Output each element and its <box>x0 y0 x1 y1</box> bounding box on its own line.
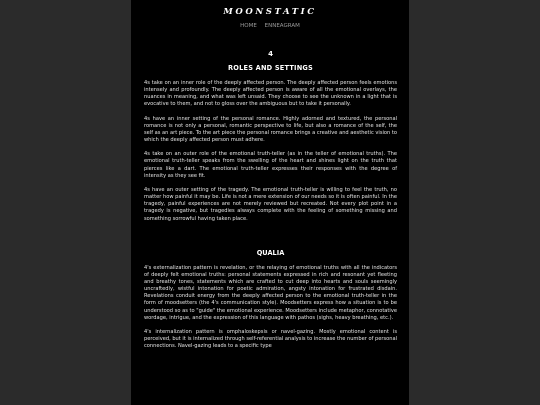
section-heading-qualia: QUALIA <box>256 248 285 257</box>
roles-section <box>131 50 397 350</box>
nav-link-enneagram[interactable]: ENNEAGRAM <box>264 23 300 29</box>
page-content <box>131 0 409 405</box>
paragraph: 4's internalization pattern is omphaloskepsis or navel-gazing. Mostly emotional content is perceived, but it is internalized through self-referential analysis to increase the number of personal connections. Navel-gazing leads to a specific type <box>144 328 397 350</box>
section-heading-roles: ROLES AND SETTINGS <box>228 64 313 72</box>
site-header <box>131 0 409 29</box>
paragraph: 4s take on an outer role of the emotional truth-teller (as in the teller of emotional truths). The emotional truth-teller speaks from the swelling of the heart and shines light on the truth that pierces like a dart. The emotional truth-teller expresses their responses with the degree of intensity as they see fit. <box>144 151 397 179</box>
site-title[interactable]: MOONSTATIC <box>223 7 317 17</box>
paragraph: 4's externalization pattern is revelation, or the relaying of emotional truths with all the indicators of deeply felt emotional truths: personal statements expressed in rich and resonant yet fleeting and breathy tones, statements which are crafted to cut deep into hearts and souls seemingly uncraftedly, wistful intonation for poetic admiration, angsty intonation for frustrated disdain. Revelations conduit energy from the deeply affected person to the emotional truth-teller in the form of moodsetters (the 4's communication style). Moodsetters express how a situation is to be understood so as to "guide" the emotional experience. Moodsetters include metaphor, connotative wordage, intrigue, and the expression of this language with pathos (sighs, heavy breathing, etc.). <box>144 264 397 321</box>
paragraph: 4s have an outer setting of the tragedy. The emotional truth-teller is willing to feel the truth, no matter how painful it may be. Life is not a mere extension of our needs so it is often painful. In the tragedy, painful experiences are not merely reviewed but recreated. Not every plot point in a tragedy is negative, but tragedies always complete with the feeling of something missing and something sorrowful having taken place. <box>144 186 397 222</box>
main-nav <box>131 23 409 29</box>
chapter-number: 4 <box>268 50 273 58</box>
paragraph: 4s have an inner setting of the personal romance. Highly adorned and textured, the personal romance is not only a personal, romantic perspective to life, but also a romance of the self, the self as an art piece. To the art piece the personal romance brings a creative and aesthetic vision to which the deeply affected person must adhere. <box>144 115 397 144</box>
nav-link-home[interactable]: HOME <box>240 23 257 29</box>
paragraph: 4s take on an inner role of the deeply affected person. The deeply affected person feels emotions intensely and profoundly. The deeply affected person is aware of all the emotional overlays, the nuances in meaning, and what was left unsaid. They choose to see the unknown in a light that is evocative to them, and not to gloss over the ambiguous but to take it personally. <box>144 80 397 108</box>
